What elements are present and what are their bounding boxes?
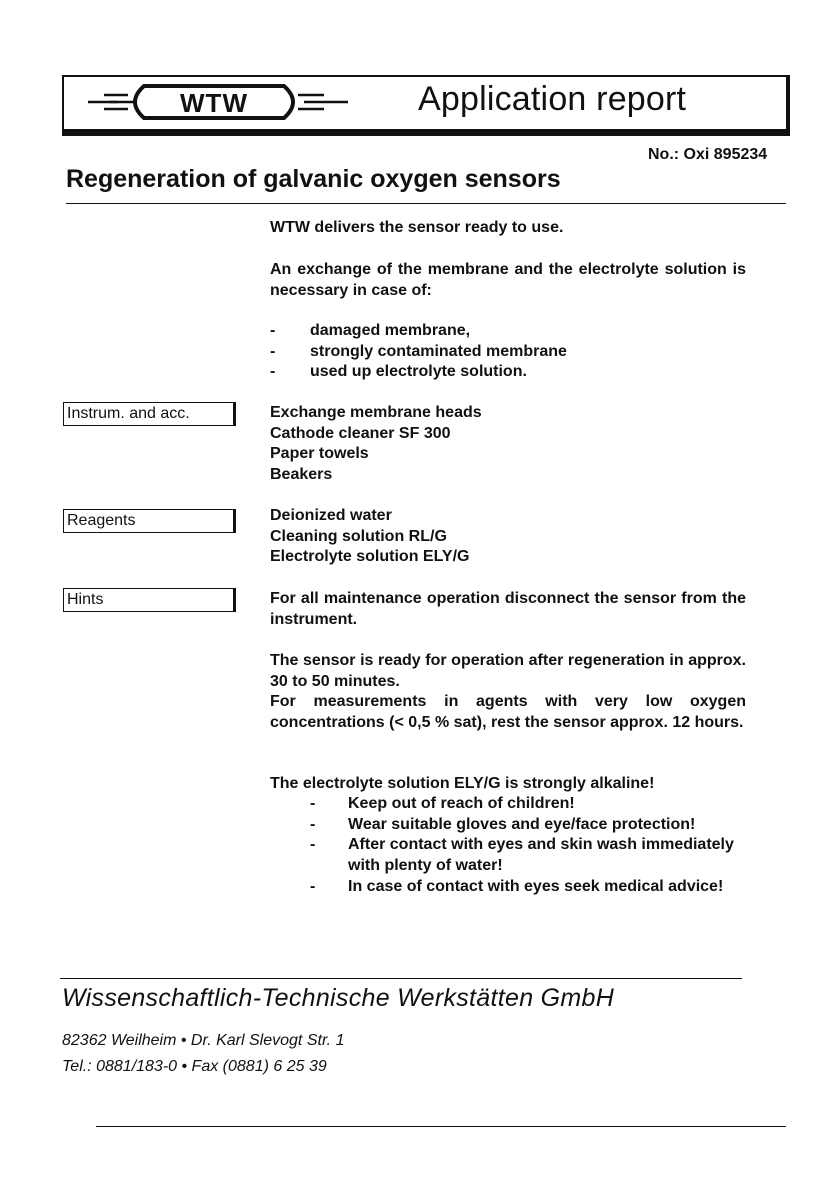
list-item: Deionized water [270,507,392,524]
header-bar [62,129,790,136]
company-name: Wissenschaftlich-Technische Werkstätten GmbH [62,984,615,1012]
section-label-instruments: Instrum. and acc. [63,402,236,426]
hint-paragraph-1: For all maintenance operation disconnect the sensor from the instrument. [270,590,746,628]
exchange-paragraph: An exchange of the membrane and the electrolyte solution is necessary in case of: [270,261,746,299]
list-item: Electrolyte solution ELY/G [270,548,470,566]
list-item: - In case of contact with eyes seek medical advice! [310,877,724,895]
list-item: - strongly contaminated membrane [270,342,567,360]
hint-paragraph-3: For measurements in agents with very low oxygen concentrations (< 0,5 % sat), rest the sensor approx. 12 hours. [270,693,746,731]
page-title: Regeneration of galvanic oxygen sensors [66,165,561,193]
phone-fax: Tel.: 0881/183-0 • Fax (0881) 6 25 39 [62,1058,327,1075]
list-item: - damaged membrane, [270,322,471,339]
case-list [270,321,746,383]
instruments-list [270,403,746,486]
reagents-list [270,506,746,568]
list-item: Beakers [270,466,333,484]
address: 82362 Weilheim • Dr. Karl Slevogt Str. 1 [62,1032,345,1049]
list-item: - used up electrolyte solution. [270,363,527,381]
logo-text: WTW [180,88,248,118]
bottom-divider [96,1126,786,1127]
hint-paragraph-2: The sensor is ready for operation after regeneration in approx. 30 to 50 minutes. [270,652,746,690]
warning-heading: The electrolyte solution ELY/G is strongly alkaline! [270,775,655,792]
section-label-reagents: Reagents [63,509,236,533]
report-number: No.: Oxi 895234 [648,146,768,163]
list-item: Paper towels [270,445,369,463]
list-item: Cleaning solution RL/G [270,527,447,545]
title-divider [66,203,786,204]
list-item: Exchange membrane heads [270,404,482,421]
warning-list [270,794,746,898]
list-item: - After contact with eyes and skin wash immediately with plenty of water! [310,836,734,875]
report-type: Application report [418,80,687,118]
footer-divider [60,978,742,979]
list-item: Cathode cleaner SF 300 [270,424,451,442]
list-item: - Keep out of reach of children! [310,795,575,812]
list-item: - Wear suitable gloves and eye/face protection! [310,815,696,833]
section-label-hints: Hints [63,588,236,612]
intro-line: WTW delivers the sensor ready to use. [270,219,564,236]
wtw-logo [88,82,358,122]
